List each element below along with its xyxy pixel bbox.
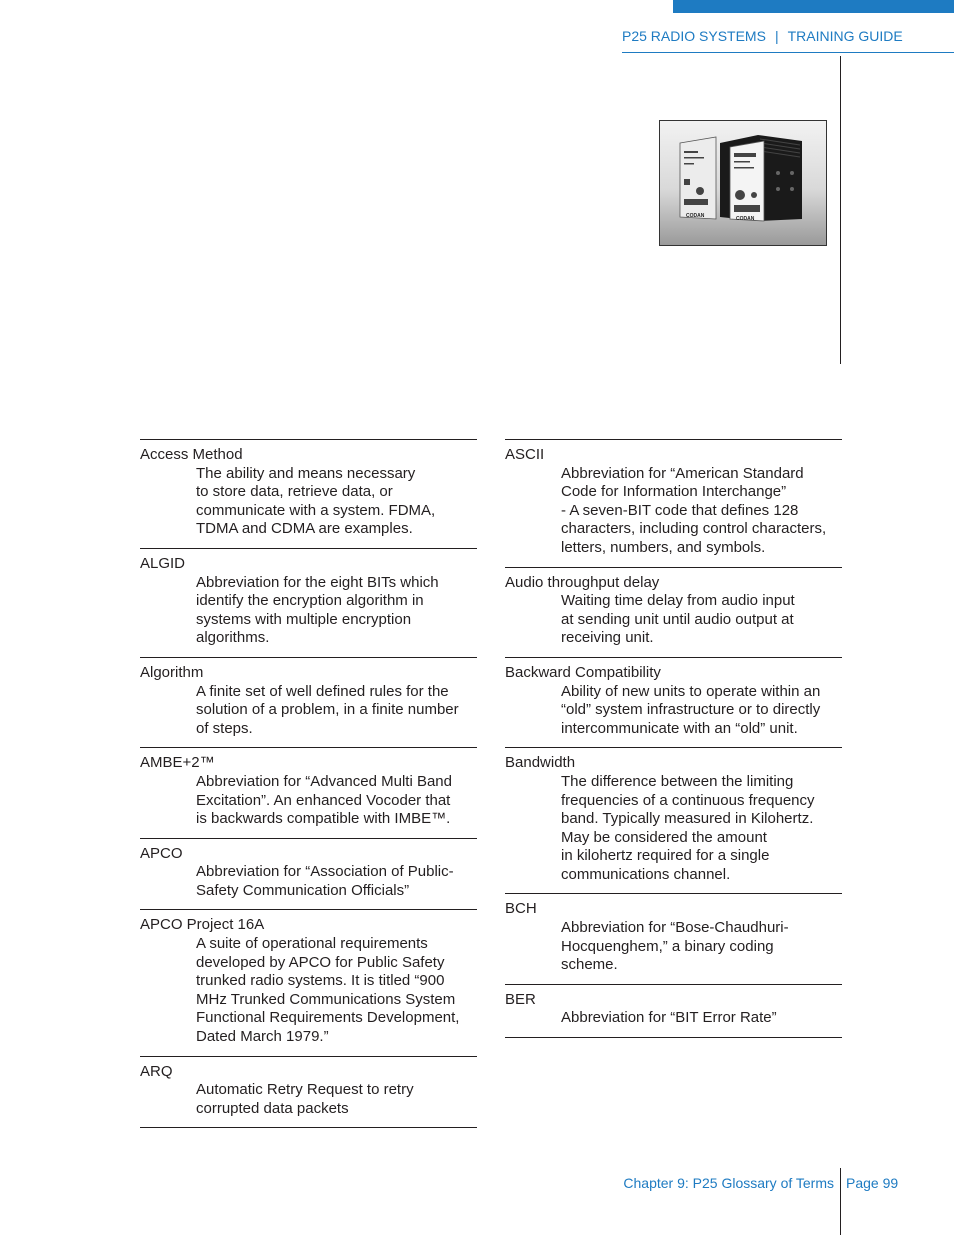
- glossary-entry: [140, 439, 477, 548]
- glossary-definition: [196, 683, 477, 739]
- radio-equipment-photo: [659, 120, 827, 246]
- glossary-term: Bandwidth: [505, 754, 576, 772]
- equipment-illustration: [660, 121, 826, 245]
- definition-line: Waiting time delay from audio input: [561, 592, 795, 610]
- footer-chapter: Chapter 9: P25 Glossary of Terms: [623, 1175, 834, 1191]
- glossary-definition: [561, 683, 842, 739]
- definition-line: is backwards compatible with IMBE™.: [196, 810, 451, 828]
- header-title: P25 RADIO SYSTEMS: [622, 28, 766, 44]
- glossary-definition: [561, 773, 842, 885]
- header-subtitle: TRAINING GUIDE: [787, 28, 903, 44]
- definition-line: frequencies of a continuous frequency: [561, 791, 815, 809]
- definition-line: communications channel.: [561, 865, 731, 883]
- definition-line: Safety Communication Officials”: [196, 881, 410, 899]
- glossary-entry: [140, 747, 477, 837]
- definition-line: The difference between the limiting: [561, 772, 794, 790]
- definition-line: MHz Trunked Communications System: [196, 990, 456, 1008]
- definition-line: developed by APCO for Public Safety: [196, 953, 445, 971]
- glossary-term: ALGID: [140, 554, 186, 572]
- glossary-definition: [196, 935, 477, 1047]
- definition-line: corrupted data packets: [196, 1099, 349, 1117]
- glossary-column-left: [140, 439, 477, 1128]
- definition-line: Abbreviation for “Advanced Multi Band: [196, 772, 452, 790]
- footer-page-number: Page 99: [846, 1175, 899, 1191]
- definition-line: letters, numbers, and symbols.: [561, 538, 766, 556]
- definition-line: - A seven-BIT code that defines 128: [561, 501, 799, 519]
- definition-line: trunked radio systems. It is titled “900: [196, 972, 445, 990]
- definition-line: solution of a problem, in a finite number: [196, 701, 459, 719]
- definition-line: May be considered the amount: [561, 828, 767, 846]
- definition-line: to store data, retrieve data, or: [196, 483, 393, 501]
- definition-line: A finite set of well defined rules for the: [196, 682, 449, 700]
- glossary-definition: [196, 863, 477, 900]
- glossary-term: BCH: [505, 900, 537, 918]
- glossary-term: Algorithm: [140, 663, 204, 681]
- glossary-entry: [505, 657, 842, 747]
- header-accent-bar: [673, 0, 954, 13]
- photo-brand-right: CODAN: [736, 216, 755, 222]
- glossary-entry: [505, 439, 842, 567]
- definition-line: TDMA and CDMA are examples.: [196, 520, 413, 538]
- definition-line: Functional Requirements Development,: [196, 1009, 460, 1027]
- glossary-definition: [561, 919, 842, 975]
- definition-line: Abbreviation for the eight BITs which: [196, 573, 439, 591]
- definition-line: Excitation”. An enhanced Vocoder that: [196, 791, 451, 809]
- glossary-definition: [196, 1081, 477, 1118]
- glossary-entry: [505, 893, 842, 983]
- definition-line: intercommunicate with an “old” unit.: [561, 719, 798, 737]
- definition-line: at sending unit until audio output at: [561, 610, 794, 628]
- definition-line: Ability of new units to operate within an: [561, 682, 821, 700]
- definition-line: Abbreviation for “BIT Error Rate”: [561, 1009, 777, 1027]
- glossary-term: Audio throughput delay: [505, 573, 660, 591]
- glossary-entry: [140, 1056, 477, 1129]
- glossary-entry: [505, 747, 842, 893]
- definition-line: identify the encryption algorithm in: [196, 592, 424, 610]
- photo-brand-left: CODAN: [686, 213, 705, 219]
- glossary-definition: [196, 773, 477, 829]
- definition-line: algorithms.: [196, 629, 270, 647]
- glossary-definition: [561, 1009, 842, 1028]
- header-rule: [622, 52, 954, 53]
- header-separator: |: [774, 28, 779, 44]
- definition-line: receiving unit.: [561, 629, 654, 647]
- glossary-term: ARQ: [140, 1062, 173, 1080]
- glossary-term: APCO Project 16A: [140, 916, 265, 934]
- footer-rule: [840, 1168, 841, 1235]
- glossary-entry: [505, 567, 842, 657]
- definition-line: Automatic Retry Request to retry: [196, 1081, 414, 1099]
- glossary-term: APCO: [140, 844, 183, 862]
- definition-line: A suite of operational requirements: [196, 935, 428, 953]
- definition-line: of steps.: [196, 719, 253, 737]
- glossary-term: BER: [505, 990, 536, 1008]
- glossary-entry: [140, 657, 477, 747]
- glossary-definition: [196, 574, 477, 648]
- definition-line: in kilohertz required for a single: [561, 847, 770, 865]
- definition-line: band. Typically measured in Kilohertz.: [561, 810, 814, 828]
- definition-line: Abbreviation for “American Standard: [561, 464, 804, 482]
- glossary-definition: [561, 465, 842, 558]
- glossary-term: Access Method: [140, 446, 243, 463]
- glossary-term: ASCII: [505, 446, 545, 463]
- definition-line: Abbreviation for “Association of Public-: [196, 863, 454, 881]
- glossary-column-right: [505, 439, 842, 1038]
- running-header: [622, 28, 920, 44]
- definition-line: communicate with a system. FDMA,: [196, 501, 436, 519]
- glossary-term: AMBE+2™: [140, 754, 215, 772]
- definition-line: Dated March 1979.”: [196, 1028, 329, 1046]
- definition-line: Hocquenghem,” a binary coding: [561, 937, 774, 955]
- definition-line: Code for Information Interchange”: [561, 483, 787, 501]
- definition-line: The ability and means necessary: [196, 464, 416, 482]
- glossary-definition: [561, 592, 842, 648]
- definition-line: scheme.: [561, 956, 618, 974]
- glossary-entry: [140, 548, 477, 657]
- definition-line: “old” system infrastructure or to directly: [561, 701, 821, 719]
- definition-line: systems with multiple encryption: [196, 610, 412, 628]
- definition-line: characters, including control characters,: [561, 520, 827, 538]
- margin-rule: [840, 56, 841, 364]
- glossary-definition: [196, 465, 477, 539]
- definition-line: Abbreviation for “Bose-Chaudhuri-: [561, 919, 789, 937]
- glossary-entry: [140, 838, 477, 910]
- glossary-entry: [505, 984, 842, 1038]
- glossary-entry: [140, 909, 477, 1055]
- glossary-term: Backward Compatibility: [505, 663, 661, 681]
